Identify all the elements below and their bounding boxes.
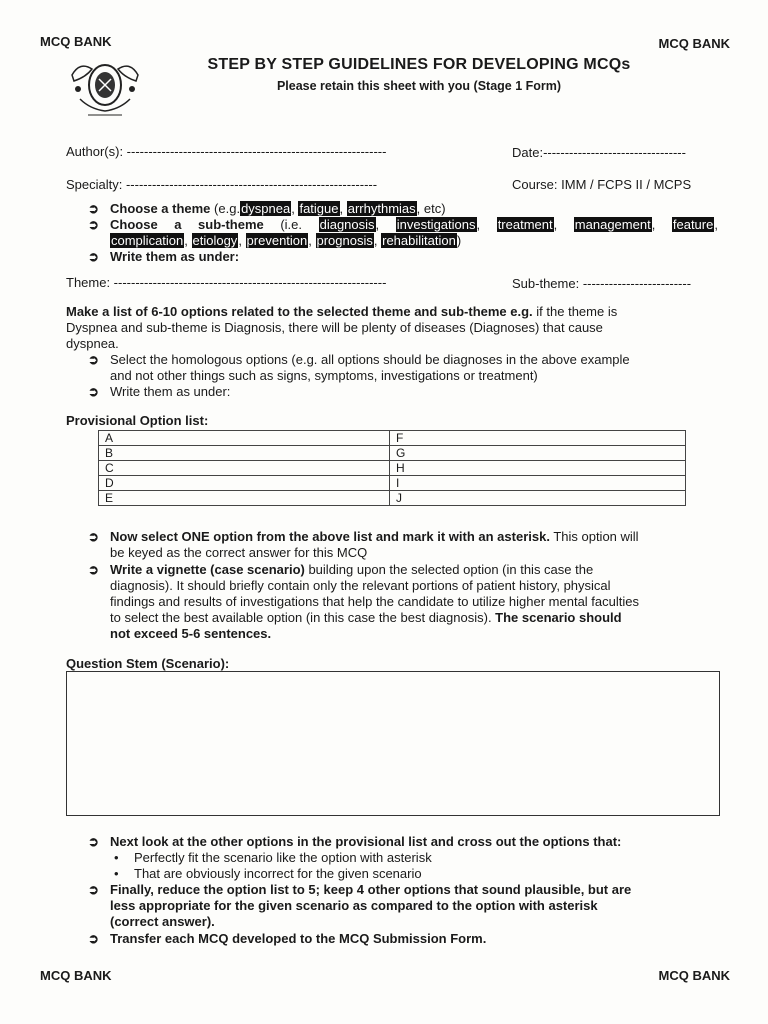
table-row [99,461,686,476]
option-cell[interactable]: J [390,491,686,506]
table-row [99,446,686,461]
option-cell[interactable]: G [390,446,686,461]
list-intro-line2: Dyspnea and sub-theme is Diagnosis, there will be plenty of diseases (Diagnoses) that cause [66,320,603,335]
step-finally-line3: (correct answer). [110,914,215,929]
list-intro-line1: Make a list of 6-10 options related to the selected theme and sub-theme e.g. if the theme is [66,304,618,319]
rightwards-arrow-icon: ➲ [88,882,99,897]
rightwards-arrow-icon: ➲ [88,249,99,264]
header-left: MCQ BANK [40,34,112,49]
rightwards-arrow-icon: ➲ [88,384,99,399]
rightwards-arrow-icon: ➲ [88,562,99,577]
page-subtitle: Please retain this sheet with you (Stage 1 Form) [276,79,562,93]
step-vignette-line5: not exceed 5-6 sentences. [110,626,272,641]
step-finally-line2: less appropriate for the given scenario as compared to the option with asterisk [110,898,598,913]
theme-field[interactable]: Theme: --------------------------------------------------------------- [66,275,387,290]
page-title: STEP BY STEP GUIDELINES FOR DEVELOPING MCQs [207,56,631,73]
step-write-under-2: ➲ Write them as under: [88,384,231,399]
rightwards-arrow-icon: ➲ [88,201,99,216]
option-cell[interactable]: C [99,461,390,476]
sub-bullet-1: • Perfectly fit the scenario like the option with asterisk [114,850,432,865]
step-homologous: ➲ Select the homologous options (e.g. all options should be diagnoses in the above example [88,352,630,367]
date-field[interactable]: Date:--------------------------------- [512,145,686,160]
step-transfer: ➲ Transfer each MCQ developed to the MCQ Submission Form. [88,931,487,946]
rightwards-arrow-icon: ➲ [88,352,99,367]
question-stem-box[interactable] [66,671,720,816]
rightwards-arrow-icon: ➲ [88,834,99,849]
step-select-line2: be keyed as the correct answer for this MCQ [110,545,368,560]
step-choose-theme: ➲ Choose a theme (e.g.dyspnea, fatigue, arrhythmias, etc) [88,201,446,216]
rightwards-arrow-icon: ➲ [88,529,99,544]
option-cell[interactable]: D [99,476,390,491]
header-right: MCQ BANK [658,36,730,51]
course-field: Course: IMM / FCPS II / MCPS [512,177,692,192]
step-write-under-1: ➲ Write them as under: [88,249,240,264]
table-row [99,491,686,506]
option-cell[interactable]: B [99,446,390,461]
option-cell[interactable]: I [390,476,686,491]
option-cell[interactable]: F [390,431,686,446]
step-next-look: ➲ Next look at the other options in the provisional list and cross out the options that: [88,834,622,849]
option-cell[interactable]: H [390,461,686,476]
step-vignette-line4: to select the best available option (in this case the best diagnosis). The scenario should [110,610,622,625]
step-homologous-line2: and not other things such as signs, symptoms, investigations or treatment) [110,368,538,383]
list-intro-line3: dyspnea. [66,336,119,351]
step-vignette: ➲ Write a vignette (case scenario) building upon the selected option (in this case the [88,562,594,577]
step-vignette-line2: diagnosis). It should briefly contain only the relevant portions of patient history, physical [110,578,611,593]
authors-field[interactable]: Author(s): ------------------------------------------------------------ [66,144,387,159]
subtheme-field[interactable]: Sub-theme: ------------------------- [512,276,692,291]
bullet-dot-icon: • [114,850,119,865]
bullet-dot-icon: • [114,866,119,881]
step-vignette-line3: findings and results of investigations that help the candidate to utilize higher mental faculties [110,594,639,609]
stem-label: Question Stem (Scenario): [66,656,230,671]
step-select-one: ➲ Now select ONE option from the above list and mark it with an asterisk. This option will [88,529,639,544]
table-row [99,431,686,446]
option-list-label: Provisional Option list: [66,413,209,428]
rightwards-arrow-icon: ➲ [88,931,99,946]
option-cell[interactable]: A [99,431,390,446]
step-choose-subtheme: ➲ Choose a sub-theme (i.e. diagnosis, investigations, treatment, management, feature, [88,217,718,232]
rightwards-arrow-icon: ➲ [88,217,99,232]
footer-left: MCQ BANK [40,968,112,983]
table-row [99,476,686,491]
step-subtheme-row2: complication, etiology, prevention, prognosis, rehabilitation) [111,233,462,248]
option-cell[interactable]: E [99,491,390,506]
step-finally: ➲ Finally, reduce the option list to 5; keep 4 other options that sound plausible, but are [88,882,632,897]
sub-bullet-2: • That are obviously incorrect for the given scenario [114,866,422,881]
specialty-field[interactable]: Specialty: ---------------------------------------------------------- [66,177,378,192]
option-table [98,430,686,506]
footer-right: MCQ BANK [658,968,730,983]
